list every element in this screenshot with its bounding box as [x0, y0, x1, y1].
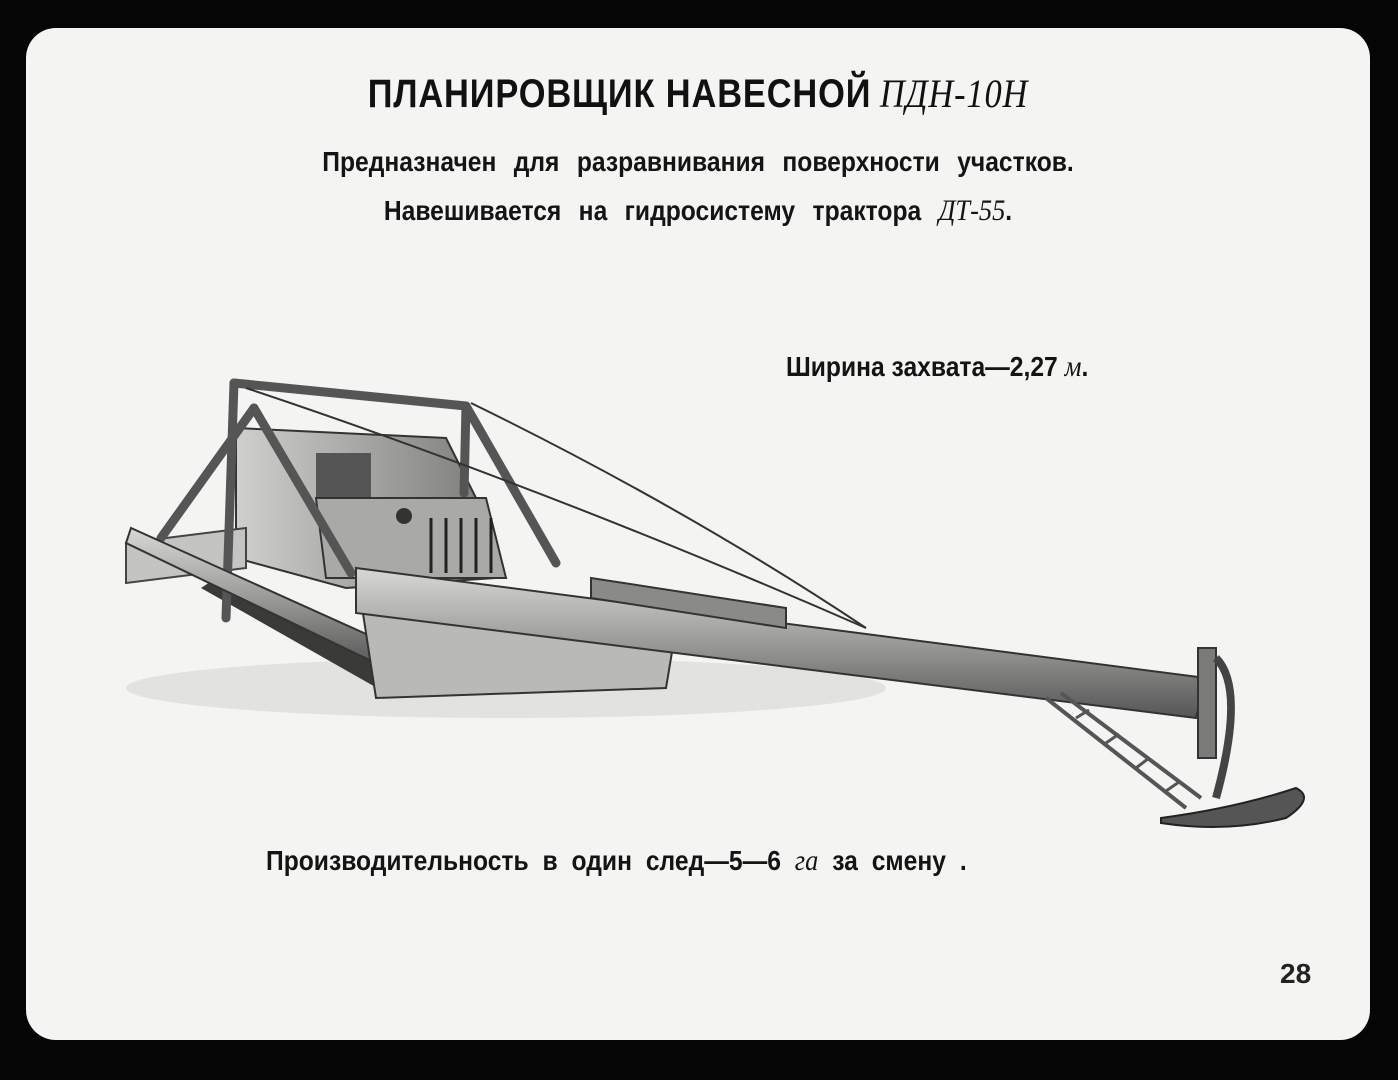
- slide-card: [26, 28, 1370, 1040]
- productivity-end: за смену .: [832, 845, 967, 876]
- subtitle-line-2-text: Навешивается на гидросистему трактора: [383, 195, 922, 226]
- working-width-text: Ширина захвата—2,27: [786, 351, 1058, 382]
- tractor-model: ДТ-55: [938, 194, 1006, 227]
- productivity-text: Производительность в один след—5—6: [266, 845, 781, 876]
- subtitle-line-2: [107, 194, 1290, 228]
- subtitle-line-1: Предназначен для разравнивания поверхности участков.: [322, 146, 1074, 177]
- working-width-end: .: [1081, 351, 1089, 382]
- working-width-unit: м: [1064, 350, 1082, 383]
- slide-title: [120, 70, 1276, 117]
- cab-window: [316, 453, 371, 498]
- headlight: [396, 508, 412, 524]
- title-model: ПДН-10Н: [879, 71, 1029, 116]
- tractor-planer-drawing-icon: [86, 328, 1306, 848]
- productivity-label: [266, 844, 967, 878]
- subtitle-line-2-end: .: [1005, 195, 1013, 226]
- title-main: ПЛАНИРОВЩИК НАВЕСНОЙ: [367, 72, 872, 116]
- page-number: 28: [1280, 958, 1312, 989]
- productivity-unit: га: [794, 844, 819, 877]
